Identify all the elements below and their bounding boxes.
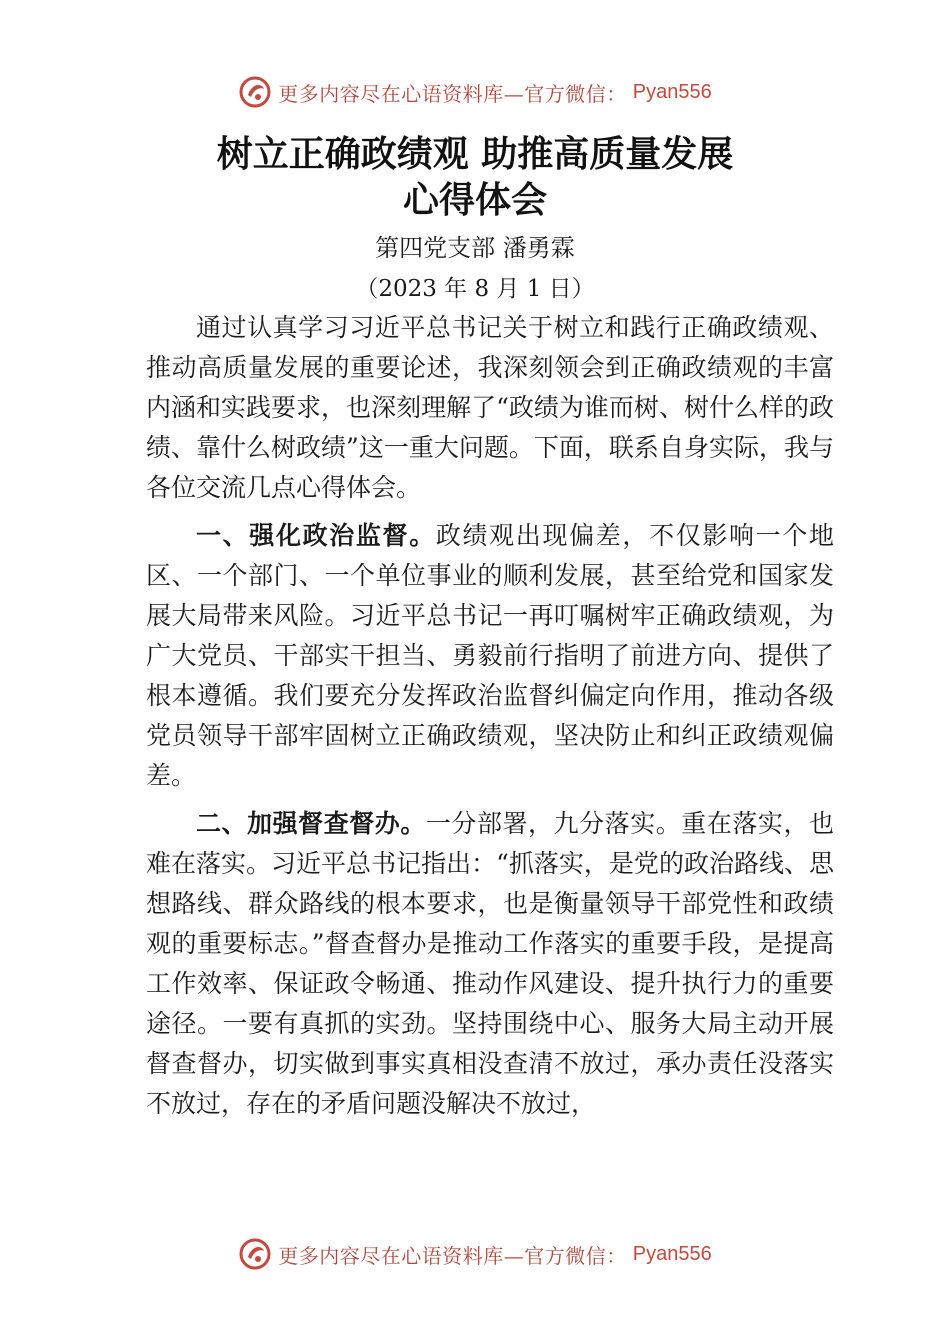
watermark-brand: Pyan556 xyxy=(632,80,712,103)
document-author: 第四党支部 潘勇霖 xyxy=(375,234,575,262)
section-text: 政绩观出现偏差，不仅影响一个地区、一个部门、一个单位事业的顺利发展，甚至给党和国家发展大局带来风险。习近平总书记一再叮嘱树牢正确政绩观，为广大党员、干部实干担当、勇毅前行指明了前进方向、提供了根本遵循。我们要充分发挥政治监督纠偏定向作用，推动各级党员领导干部牢固树立正确政绩观，坚决防止和纠正政绩观偏差。 xyxy=(146,521,834,790)
watermark-header xyxy=(0,74,950,110)
section-heading: 二、加强督查督办。 xyxy=(196,809,426,838)
watermark-footer xyxy=(0,1236,950,1272)
section-heading: 一、强化政治监督。 xyxy=(196,521,436,550)
brand-logo-icon xyxy=(238,1237,272,1271)
document-title-line2: 心得体会 xyxy=(402,179,547,221)
intro-paragraph: 通过认真学习习近平总书记关于树立和践行正确政绩观、推动高质量发展的重要论述，我深刻领会到正确政绩观的丰富内涵和实践要求，也深刻理解了“政绩为谁而树、树什么样的政绩、靠什么树政绩”这一重大问题。下面，联系自身实际，我与各位交流几点心得体会。 xyxy=(146,313,834,502)
section-paragraph xyxy=(146,804,834,1124)
watermark-text: 更多内容尽在心语资料库—官方微信： xyxy=(278,1243,627,1268)
section-text: 一分部署，九分落实。重在落实，也难在落实。习近平总书记指出：“抓落实，是党的政治路线、思想路线、群众路线的根本要求，也是衡量领导干部党性和政绩观的重要标志。”督查督办是推动工作落实的重要手段，是提高工作效率、保证政令畅通、推动作风建设、提升执行力的重要途径。一要有真抓的实劲。坚持围绕中心、服务大局主动开展督查督办，切实做到事实真相没查清不放过，承办责任没落实不放过，存在的矛盾问题没解决不放过， xyxy=(146,809,834,1118)
brand-logo-icon xyxy=(238,75,272,109)
document-title-line1: 树立正确政绩观 助推高质量发展 xyxy=(216,133,734,175)
section-paragraph xyxy=(146,516,834,796)
document-body xyxy=(146,308,834,1124)
document-date: （2023 年 8 月 1 日） xyxy=(355,276,595,302)
watermark-brand: Pyan556 xyxy=(632,1242,712,1265)
watermark-text: 更多内容尽在心语资料库—官方微信： xyxy=(278,81,627,106)
